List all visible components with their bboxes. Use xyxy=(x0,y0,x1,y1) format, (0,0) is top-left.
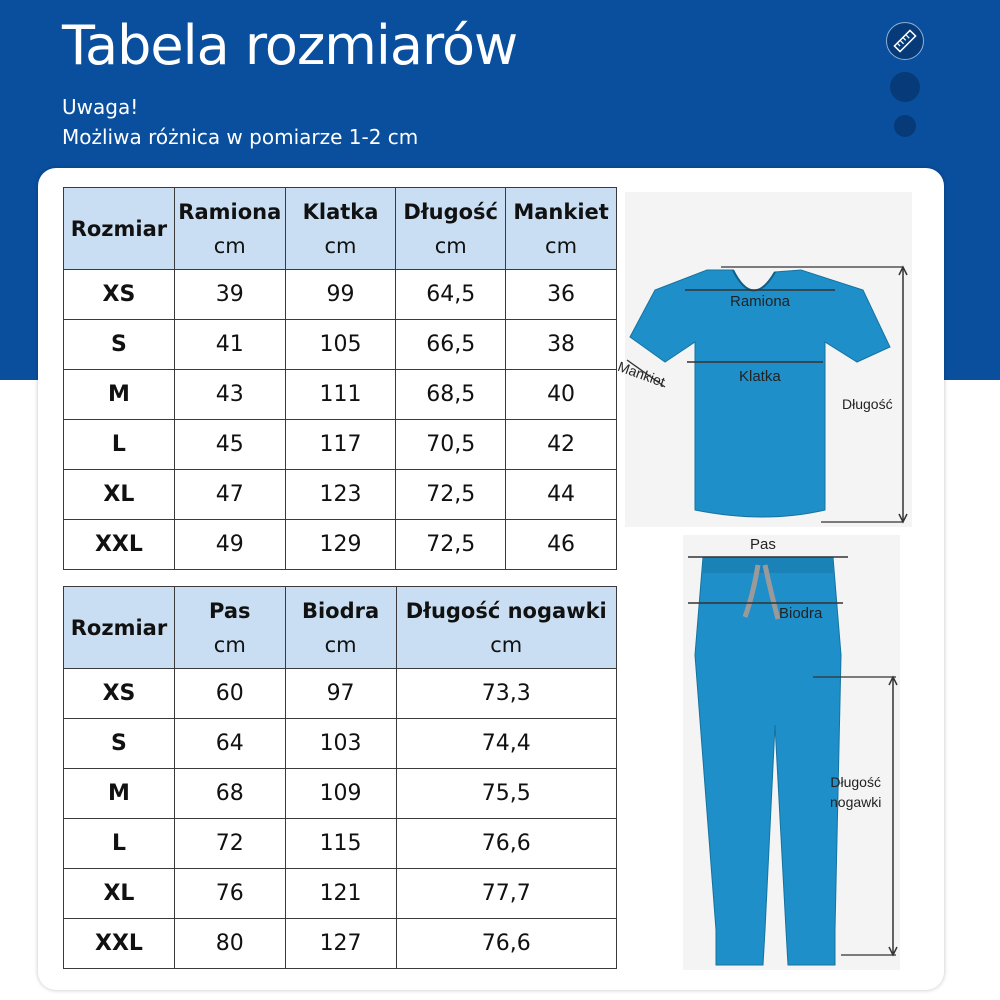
column-header: Klatka cm xyxy=(285,188,396,270)
value-cell: 123 xyxy=(285,470,396,520)
column-header: Rozmiar xyxy=(64,587,175,669)
column-header: Długość nogawki cm xyxy=(396,587,617,669)
measurement-note xyxy=(62,92,418,152)
label-ramiona: Ramiona xyxy=(730,293,791,310)
size-cell: XL xyxy=(64,869,175,919)
value-cell: 121 xyxy=(285,869,396,919)
size-cell: XS xyxy=(64,669,175,719)
value-cell: 111 xyxy=(285,370,396,420)
table-row xyxy=(64,520,617,570)
value-cell: 129 xyxy=(285,520,396,570)
top-header-row xyxy=(64,188,617,270)
value-cell: 72,5 xyxy=(396,470,506,520)
value-cell: 117 xyxy=(285,420,396,470)
table-row xyxy=(64,869,617,919)
value-cell: 80 xyxy=(174,919,285,969)
value-cell: 77,7 xyxy=(396,869,617,919)
table-row xyxy=(64,819,617,869)
value-cell: 36 xyxy=(506,270,617,320)
top-size-table xyxy=(63,187,617,570)
value-cell: 64,5 xyxy=(396,270,506,320)
bottom-header-row xyxy=(64,587,617,669)
size-cell: M xyxy=(64,769,175,819)
value-cell: 72 xyxy=(174,819,285,869)
value-cell: 44 xyxy=(506,470,617,520)
value-cell: 76 xyxy=(174,869,285,919)
value-cell: 39 xyxy=(174,270,285,320)
table-row xyxy=(64,370,617,420)
value-cell: 70,5 xyxy=(396,420,506,470)
table-row xyxy=(64,719,617,769)
table-row xyxy=(64,270,617,320)
size-cell: XL xyxy=(64,470,175,520)
value-cell: 47 xyxy=(174,470,285,520)
column-header: Rozmiar xyxy=(64,188,175,270)
value-cell: 43 xyxy=(174,370,285,420)
value-cell: 41 xyxy=(174,320,285,370)
label-mankiet: Mankiet xyxy=(615,358,668,390)
value-cell: 127 xyxy=(285,919,396,969)
label-klatka: Klatka xyxy=(739,368,781,385)
shirt-illustration xyxy=(625,192,912,527)
column-header: Mankiet cm xyxy=(506,188,617,270)
table-row xyxy=(64,919,617,969)
column-header: Ramiona cm xyxy=(174,188,285,270)
size-cell: XXL xyxy=(64,919,175,969)
value-cell: 66,5 xyxy=(396,320,506,370)
column-header: Pas cm xyxy=(174,587,285,669)
table-row xyxy=(64,769,617,819)
value-cell: 97 xyxy=(285,669,396,719)
value-cell: 75,5 xyxy=(396,769,617,819)
dot-icon[interactable] xyxy=(894,115,916,137)
column-header: Biodra cm xyxy=(285,587,396,669)
page-title: Tabela rozmiarów xyxy=(62,14,518,77)
label-dlugosc: Długość xyxy=(842,396,893,412)
ruler-icon[interactable] xyxy=(886,22,924,60)
value-cell: 68 xyxy=(174,769,285,819)
value-cell: 72,5 xyxy=(396,520,506,570)
dot-icon[interactable] xyxy=(890,72,920,102)
value-cell: 73,3 xyxy=(396,669,617,719)
value-cell: 49 xyxy=(174,520,285,570)
size-cell: XXL xyxy=(64,520,175,570)
size-cell: S xyxy=(64,719,175,769)
bottom-size-table xyxy=(63,586,617,969)
pants-illustration xyxy=(683,535,900,970)
value-cell: 109 xyxy=(285,769,396,819)
size-cell: L xyxy=(64,819,175,869)
value-cell: 64 xyxy=(174,719,285,769)
value-cell: 68,5 xyxy=(396,370,506,420)
table-row xyxy=(64,320,617,370)
value-cell: 45 xyxy=(174,420,285,470)
pants-drawing xyxy=(683,535,900,970)
note-line-2: Możliwa różnica w pomiarze 1-2 cm xyxy=(62,125,419,149)
size-cell: M xyxy=(64,370,175,420)
label-dlugosc-nogawki-line1: Długość xyxy=(830,774,881,790)
value-cell: 38 xyxy=(506,320,617,370)
label-dlugosc-nogawki xyxy=(830,772,881,812)
value-cell: 76,6 xyxy=(396,819,617,869)
size-cell: XS xyxy=(64,270,175,320)
value-cell: 99 xyxy=(285,270,396,320)
value-cell: 60 xyxy=(174,669,285,719)
value-cell: 103 xyxy=(285,719,396,769)
value-cell: 40 xyxy=(506,370,617,420)
label-pas: Pas xyxy=(750,536,776,553)
table-row xyxy=(64,420,617,470)
table-row xyxy=(64,669,617,719)
label-dlugosc-nogawki-line2: nogawki xyxy=(830,794,882,810)
value-cell: 46 xyxy=(506,520,617,570)
value-cell: 115 xyxy=(285,819,396,869)
value-cell: 76,6 xyxy=(396,919,617,969)
table-row xyxy=(64,470,617,520)
label-biodra: Biodra xyxy=(779,605,823,622)
value-cell: 42 xyxy=(506,420,617,470)
shirt-drawing xyxy=(625,192,912,527)
value-cell: 105 xyxy=(285,320,396,370)
value-cell: 74,4 xyxy=(396,719,617,769)
size-cell: L xyxy=(64,420,175,470)
size-cell: S xyxy=(64,320,175,370)
note-line-1: Uwaga! xyxy=(62,95,139,119)
column-header: Długość cm xyxy=(396,188,506,270)
